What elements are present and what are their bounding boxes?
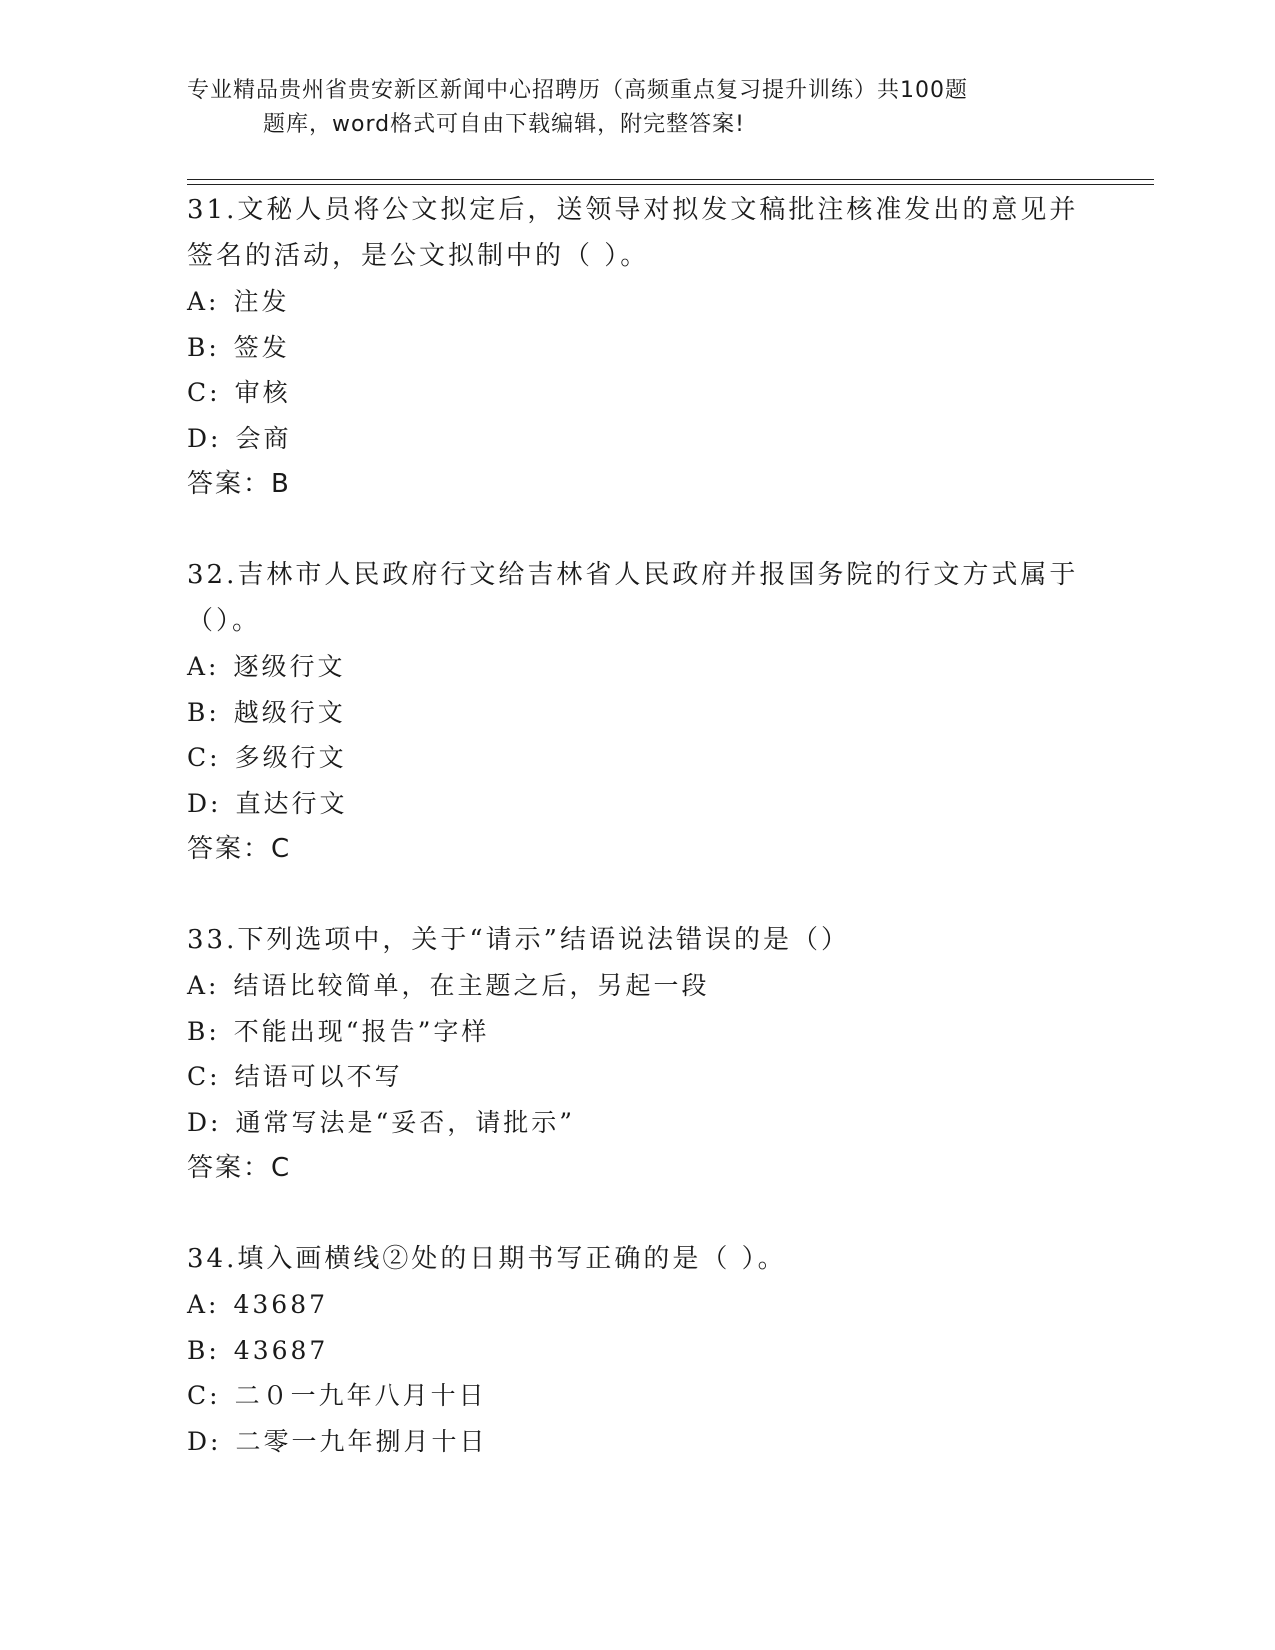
- option-letter: B:: [187, 697, 220, 727]
- option-c: [187, 370, 1087, 416]
- option-d: [187, 1419, 1087, 1465]
- option-letter: D:: [187, 788, 222, 818]
- document-title-line-1: 专业精品贵州省贵安新区新闻中心招聘历（高频重点复习提升训练）共100题: [187, 78, 968, 103]
- option-text: 结语比较简单，在主题之后，另起一段: [233, 971, 710, 1000]
- option-d: [187, 781, 1087, 827]
- option-letter: A:: [187, 971, 220, 1000]
- question-33: [187, 917, 1087, 1191]
- document-header: [187, 74, 1047, 142]
- question-32: [187, 552, 1087, 872]
- option-a: [187, 644, 1087, 690]
- option-letter: C:: [187, 743, 221, 772]
- answer-label: 答案：B: [187, 469, 291, 499]
- question-number: 31.: [187, 195, 238, 225]
- option-text: 逐级行文: [233, 652, 346, 681]
- question-stem: [187, 917, 1087, 963]
- option-text: 二零一九年捌月十日: [235, 1426, 488, 1456]
- question-text-line-1: 下列选项中，关于“请示”结语说法错误的是（）: [237, 925, 850, 955]
- option-text: 签发: [233, 332, 290, 362]
- question-text-line-1: 吉林市人民政府行文给吉林省人民政府并报国务院的行文方式属于: [237, 560, 1079, 590]
- question-number: 34.: [187, 1244, 238, 1274]
- option-c: [187, 1054, 1087, 1100]
- header-divider-top: [187, 179, 1154, 180]
- question-text-line-1: 文秘人员将公文拟定后，送领导对拟发文稿批注核准发出的意见并: [237, 195, 1079, 225]
- option-text: 注发: [233, 287, 290, 316]
- option-c: [187, 735, 1087, 781]
- option-letter: D:: [187, 1107, 222, 1137]
- question-text-line-1: 填入画横线②处的日期书写正确的是（ ）。: [237, 1244, 787, 1274]
- option-text: 不能出现“报告”字样: [233, 1016, 490, 1046]
- question-text-line-2: （）。: [187, 606, 262, 636]
- option-text: 43687: [233, 1335, 329, 1365]
- option-letter: B:: [187, 332, 220, 362]
- option-b: [187, 690, 1087, 736]
- option-letter: A:: [187, 652, 220, 681]
- option-a: [187, 963, 1087, 1009]
- question-stem: [187, 1236, 1087, 1282]
- option-c: [187, 1373, 1087, 1419]
- option-d: [187, 1100, 1087, 1146]
- option-text: 会商: [235, 423, 292, 453]
- option-d: [187, 416, 1087, 462]
- option-text: 43687: [233, 1290, 329, 1319]
- option-text: 直达行文: [235, 788, 348, 818]
- option-letter: A:: [187, 1290, 220, 1319]
- option-letter: D:: [187, 423, 222, 453]
- option-b: [187, 1009, 1087, 1055]
- option-a: [187, 1282, 1087, 1328]
- option-letter: C:: [187, 1062, 221, 1091]
- question-34: [187, 1236, 1087, 1464]
- question-number: 32.: [187, 560, 238, 590]
- question-stem: [187, 552, 1087, 598]
- option-letter: C:: [187, 378, 221, 407]
- option-text: 通常写法是“妥否，请批示”: [235, 1107, 576, 1137]
- question-stem: [187, 187, 1087, 233]
- option-letter: A:: [187, 287, 220, 316]
- question-text-line-2: 签名的活动，是公文拟制中的（ ）。: [187, 241, 650, 271]
- answer-label: 答案：C: [187, 1153, 292, 1183]
- header-divider-bottom: [187, 184, 1154, 185]
- option-text: 多级行文: [234, 743, 347, 772]
- option-letter: C:: [187, 1381, 221, 1410]
- option-text: 越级行文: [233, 697, 346, 727]
- option-letter: B:: [187, 1016, 220, 1046]
- question-31: [187, 187, 1087, 507]
- option-a: [187, 279, 1087, 325]
- option-letter: D:: [187, 1426, 222, 1456]
- question-list: [187, 187, 1087, 1509]
- option-text: 审核: [234, 378, 291, 407]
- question-number: 33.: [187, 925, 238, 955]
- option-b: [187, 325, 1087, 371]
- option-text: 二０一九年八月十日: [234, 1381, 487, 1410]
- answer-label: 答案：C: [187, 834, 292, 864]
- option-b: [187, 1328, 1087, 1374]
- option-letter: B:: [187, 1335, 220, 1365]
- option-text: 结语可以不写: [234, 1062, 403, 1091]
- document-title-line-2: 题库，word格式可自由下载编辑，附完整答案!: [263, 112, 745, 137]
